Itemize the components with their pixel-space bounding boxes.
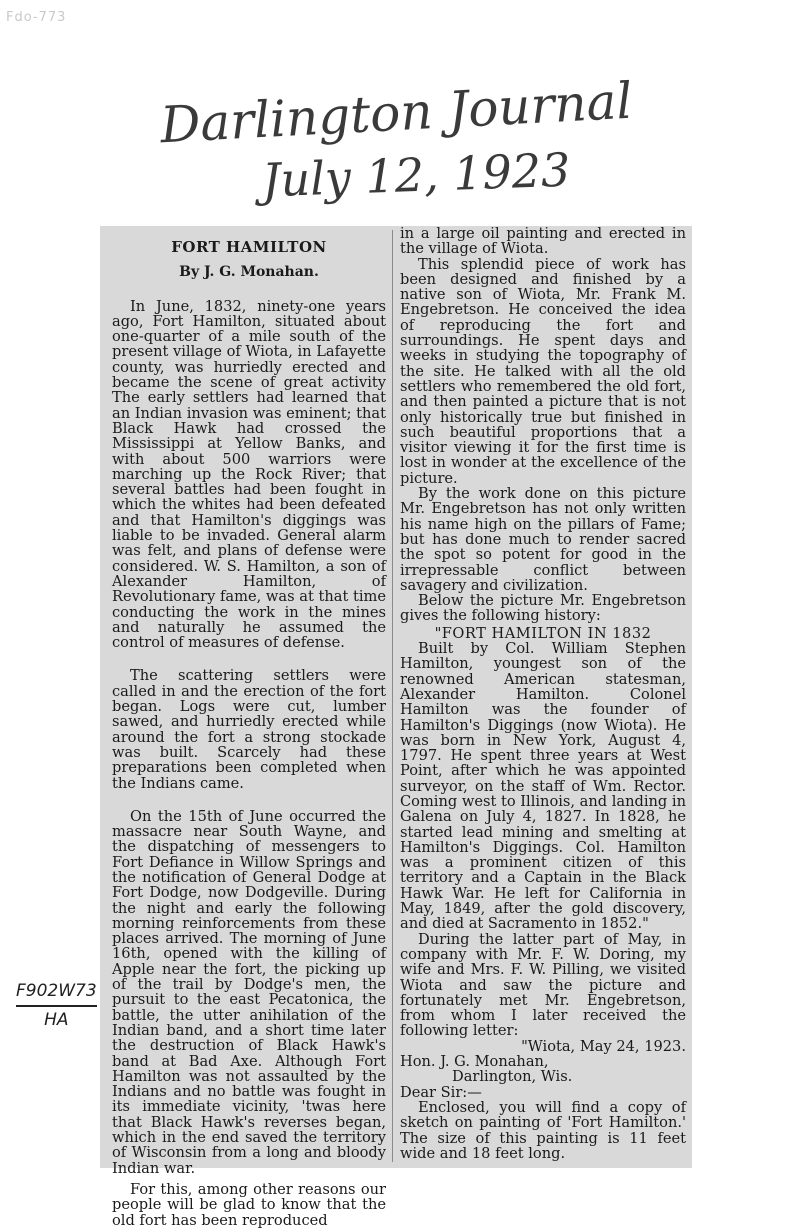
letter-salutation: Dear Sir:—: [400, 1083, 482, 1101]
letter-date: "Wiota, May 24, 1923.: [521, 1037, 686, 1055]
margin-note-call-number: F902W73: [16, 978, 97, 1007]
margin-note-code: HA: [44, 1010, 69, 1030]
article-byline: By J. G. Monahan.: [179, 264, 319, 281]
paragraph: Below the picture Mr. Engebretson gives the following history:: [400, 592, 686, 625]
letter-body: Enclosed, you will find a copy of sketch on painting of 'Fort Hamilton.' The size of this painting is 11 feet wide and 18 feet long.: [400, 1098, 686, 1162]
paragraph: The scattering settlers were called in and the erection of the fort began. Logs were cut, lumber sawed, and hurriedly erected while around the fort a strong stockade was built. Scarcely had these preparations been completed when the Indians came.: [112, 667, 386, 792]
column-left: [112, 234, 386, 1229]
column-divider: [392, 230, 393, 1162]
handwritten-date: July 12, 1923: [261, 142, 572, 208]
history-paragraph: Built by Col. William Stephen Hamilton, youngest son of the renowned American statesman, Alexander Hamilton. Colonel Hamilton was the founder of Hamilton's Diggings (now Wiota). He was born in New York, August 4, 1797. He spent three years at West Point, after which he was appointed surveyor, on the staff of Wm. Rector. Coming west to Illinois, and landing in Galena on July 4, 1827. In 1828, he started lead mining and smelting at Hamilton's Diggings. Col. Hamilton was a prominent citizen of this territory and a Captain in the Black Hawk War. He left for California in May, 1849, after the gold discovery, and died at Sacramento in 1852.": [400, 640, 686, 933]
handwritten-publication: Darlington Journal: [158, 71, 634, 155]
column-right: [400, 226, 686, 1168]
paragraph: On the 15th of June occurred the massacre near South Wayne, and the dispatching of messengers to Fort Defiance in Willow Springs and the notification of General Dodge at Fort Dodge, now Dodgeville. During the night and early the following morning reinforcements from these places arrived. The morning of June 16th, opened with the killing of Apple near the fort, the picking up of the trail by Dodge's men, the pursuit to the east Pecatonica, the battle, the utter anihilation of the Indian band, and a short time later the destruction of Black Hawk's band at Bad Axe. Although Fort Hamilton was not assaulted by the Indians and no battle was fought in its immediate vicinity, 'twas here that Black Hawk's reverses began, which in the end saved the territory of Wisconsin from a long and bloody Indian war.: [112, 807, 386, 1177]
history-heading: "FORT HAMILTON IN 1832: [434, 624, 652, 642]
paragraph: In June, 1832, ninety-one years ago, Fort Hamilton, situated about one-quarter of a mile south of the present village of Wiota, in Lafayette county, was hurriedly erected and became the scene of great activity The early settlers had learned that an Indian invasion was eminent; that Black Hawk had crossed the Mississippi at Yellow Banks, and with about 500 warriors were marching up the Rock River; that several battles had been fought in which the whites had been defeated and that Hamilton's diggings was liable to be invaded. General alarm was felt, and plans of defense were considered. W. S. Hamilton, a son of Alexander Hamilton, of Revolutionary fame, was at that time conducting the work in the mines and naturally he assumed the control of measures of defense.: [112, 297, 386, 652]
paragraph: For this, among other reasons our people will be glad to know that the old fort has been reproduced: [112, 1180, 386, 1229]
article-title: FORT HAMILTON: [171, 238, 327, 256]
letter-addressee: Hon. J. G. Monahan,: [400, 1053, 549, 1071]
paragraph: This splendid piece of work has been designed and finished by a native son of Wiota, Mr. Frank M. Engebretson. He conceived the idea of reproducing the fort and surroundings. He spent days and weeks in studying the topography of the site. He talked with all the old settlers who remembered the old fort, and then painted a picture that is not only historically true but finished in such beautiful proportions that a visitor viewing it for the first time is lost in wonder at the excellence of the picture.: [400, 255, 686, 487]
paragraph: By the work done on this picture Mr. Engebretson has not only written his name high on the pillars of Fame; but has done much to render sacred the spot so potent for good in the irrepressable conflict between savagery and civilization.: [400, 485, 686, 594]
corner-mark: Fdo-773: [6, 10, 67, 25]
letter-address: Darlington, Wis.: [452, 1068, 573, 1086]
paragraph: in a large oil painting and erected in the village of Wiota.: [400, 225, 686, 258]
newspaper-clipping: [100, 225, 692, 1229]
paragraph: During the latter part of May, in company with Mr. F. W. Doring, my wife and Mrs. F. W. Pilling, we visited Wiota and saw the picture and fortunately met Mr. Engebretson, from whom I later received the following letter:: [400, 930, 686, 1040]
margin-note: [16, 978, 97, 1033]
